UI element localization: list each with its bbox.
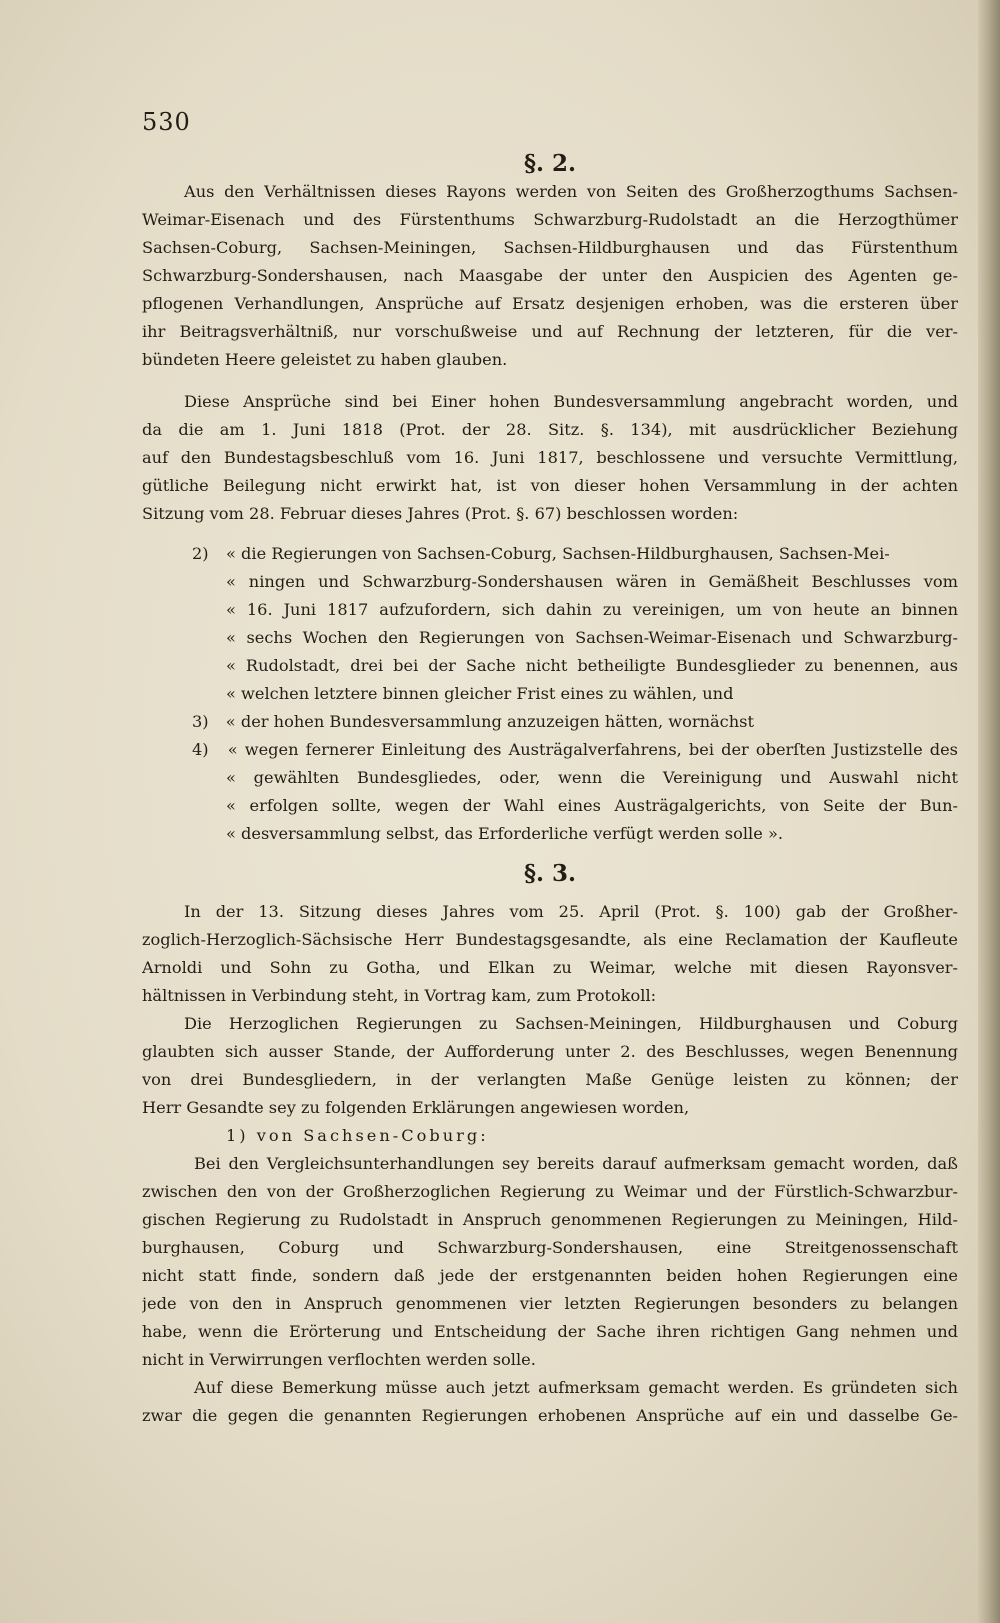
text-line: « ningen und Schwarzburg-Sondershausen wären in Gemäßheit Beschlusses vom — [226, 572, 958, 591]
text-line: auf den Bundestagsbeschluß vom 16. Juni 1817, beschlossene und versuchte Vermittlung, — [142, 448, 958, 467]
text-line — [142, 540, 958, 568]
text-line: Sachsen-Coburg, Sachsen-Meiningen, Sachsen-Hildburghausen und das Fürstenthum — [142, 238, 958, 257]
text-line: Die Herzoglichen Regierungen zu Sachsen-Meiningen, Hildburghausen und Coburg — [184, 1014, 958, 1033]
text-line: gütliche Beilegung nicht erwirkt hat, ist von dieser hohen Versammlung in der achten — [142, 476, 958, 495]
text-line: nicht in Verwirrungen verflochten werden solle. — [142, 1350, 536, 1369]
text-line: ihr Beitragsverhältniß, nur vorschußweise und auf Rechnung der letzteren, für die ver- — [142, 322, 958, 341]
text-line: von drei Bundesgliedern, in der verlangten Maße Genüge leisten zu können; der — [142, 1070, 958, 1089]
section-2-paragraph-2 — [142, 388, 958, 528]
text-line: zoglich-Herzoglich-Sächsische Herr Bundestagsgesandte, als eine Reclamation der Kaufleute — [142, 930, 958, 949]
text-line: Auf diese Bemerkung müsse auch jetzt aufmerksam gemacht werden. Es gründeten sich — [194, 1378, 958, 1397]
section-2-heading: §. 2. — [523, 150, 577, 177]
text-line: hältnissen in Verbindung steht, in Vortrag kam, zum Protokoll: — [142, 986, 657, 1005]
text-line: « gewählten Bundesgliedes, oder, wenn die Vereinigung und Auswahl nicht — [226, 768, 958, 787]
text-line: Schwarzburg-Sondershausen, nach Maasgabe der unter den Auspicien des Agenten ge- — [142, 266, 958, 285]
text-line: bündeten Heere geleistet zu haben glauben. — [142, 350, 508, 369]
text-line: burghausen, Coburg und Schwarzburg-Sondershausen, eine Streitgenossenschaft — [142, 1238, 958, 1257]
text-line: habe, wenn die Erörterung und Entscheidung der Sache ihren richtigen Gang nehmen und — [142, 1322, 958, 1341]
resolution-item-4 — [142, 736, 958, 848]
text-line: « Rudolstadt, drei bei der Sache nicht betheiligte Bundesglieder zu benennen, aus — [226, 656, 958, 675]
text-line: « welchen letztere binnen gleicher Frist eines zu wählen, und — [226, 684, 734, 703]
section-3-paragraph-1 — [142, 898, 958, 1010]
text-line: Aus den Verhältnissen dieses Rayons werden von Seiten des Großherzogthums Sachsen- — [184, 182, 958, 201]
text-line: glaubten sich ausser Stande, der Aufforderung unter 2. des Beschlusses, wegen Benennung — [142, 1042, 958, 1061]
text-line — [142, 736, 958, 764]
item-text: « wegen fernerer Einleitung des Austrägalverfahrens, bei der oberſten Justizstelle des — [227, 740, 958, 759]
text-line: zwar die gegen die genannten Regierungen erhobenen Ansprüche auf ein und dasselbe Ge- — [142, 1406, 958, 1425]
section-3-paragraph-4 — [142, 1374, 958, 1430]
text-line: Weimar-Eisenach und des Fürstenthums Schwarzburg-Rudolstadt an die Herzogthümer — [142, 210, 958, 229]
item-text: « der hohen Bundesversammlung anzuzeigen hätten, wornächst — [225, 712, 754, 731]
item-number: 4) — [192, 740, 209, 759]
section-3-paragraph-3 — [142, 1150, 958, 1374]
text-line: Herr Gesandte sey zu folgenden Erklärungen angewiesen worden, — [142, 1098, 690, 1117]
text-line: Sitzung vom 28. Februar dieses Jahres (Prot. §. 67) beschlossen worden: — [142, 504, 739, 523]
section-3-heading: §. 3. — [523, 860, 577, 887]
text-line: Diese Ansprüche sind bei Einer hohen Bundesversammlung angebracht worden, und — [184, 392, 958, 411]
item-number: 2) — [192, 544, 209, 563]
resolution-item-2 — [142, 540, 958, 708]
text-line: pflogenen Verhandlungen, Ansprüche auf Ersatz desjenigen erhoben, was die ersteren über — [142, 294, 958, 313]
text-line: « erfolgen sollte, wegen der Wahl eines Austrägalgerichts, von Seite der Bun- — [226, 796, 958, 815]
text-line: Bei den Vergleichsunterhandlungen sey bereits darauf aufmerksam gemacht worden, daß — [194, 1154, 958, 1173]
section-3-paragraph-2 — [142, 1010, 958, 1122]
resolution-item-3 — [142, 708, 958, 736]
text-line: « sechs Wochen den Regierungen von Sachsen-Weimar-Eisenach und Schwarzburg- — [226, 628, 958, 647]
subsection-coburg — [142, 1122, 958, 1150]
item-number: 3) — [192, 712, 209, 731]
text-line: In der 13. Sitzung dieses Jahres vom 25. April (Prot. §. 100) gab der Großher- — [184, 902, 958, 921]
text-line: gischen Regierung zu Rudolstadt in Anspruch genommenen Regierungen zu Meiningen, Hild- — [142, 1210, 958, 1229]
text-line: jede von den in Anspruch genommenen vier letzten Regierungen besonders zu belangen — [142, 1294, 958, 1313]
text-line: « desversammlung selbst, das Erforderliche verfügt werden solle ». — [226, 824, 783, 843]
text-line: zwischen den von der Großherzoglichen Regierung zu Weimar und der Fürstlich-Schwarzbur- — [142, 1182, 958, 1201]
section-2-paragraph-1 — [142, 178, 958, 374]
page-edge — [978, 0, 1000, 1623]
text-line: « 16. Juni 1817 aufzufordern, sich dahin zu vereinigen, um von heute an binnen — [226, 600, 958, 619]
text-line: Arnoldi und Sohn zu Gotha, und Elkan zu Weimar, welche mit diesen Rayonsver- — [142, 958, 958, 977]
page-number: 530 — [142, 108, 191, 136]
text-line — [142, 708, 958, 736]
item-text: « die Regierungen von Sachsen-Coburg, Sachsen-Hildburghausen, Sachsen-Mei- — [226, 544, 890, 563]
subsection-heading: 1) von Sachsen-Coburg: — [226, 1126, 489, 1145]
text-line: da die am 1. Juni 1818 (Prot. der 28. Sitz. §. 134), mit ausdrücklicher Beziehung — [142, 420, 958, 439]
text-line: nicht statt finde, sondern daß jede der erstgenannten beiden hohen Regierungen eine — [142, 1266, 958, 1285]
